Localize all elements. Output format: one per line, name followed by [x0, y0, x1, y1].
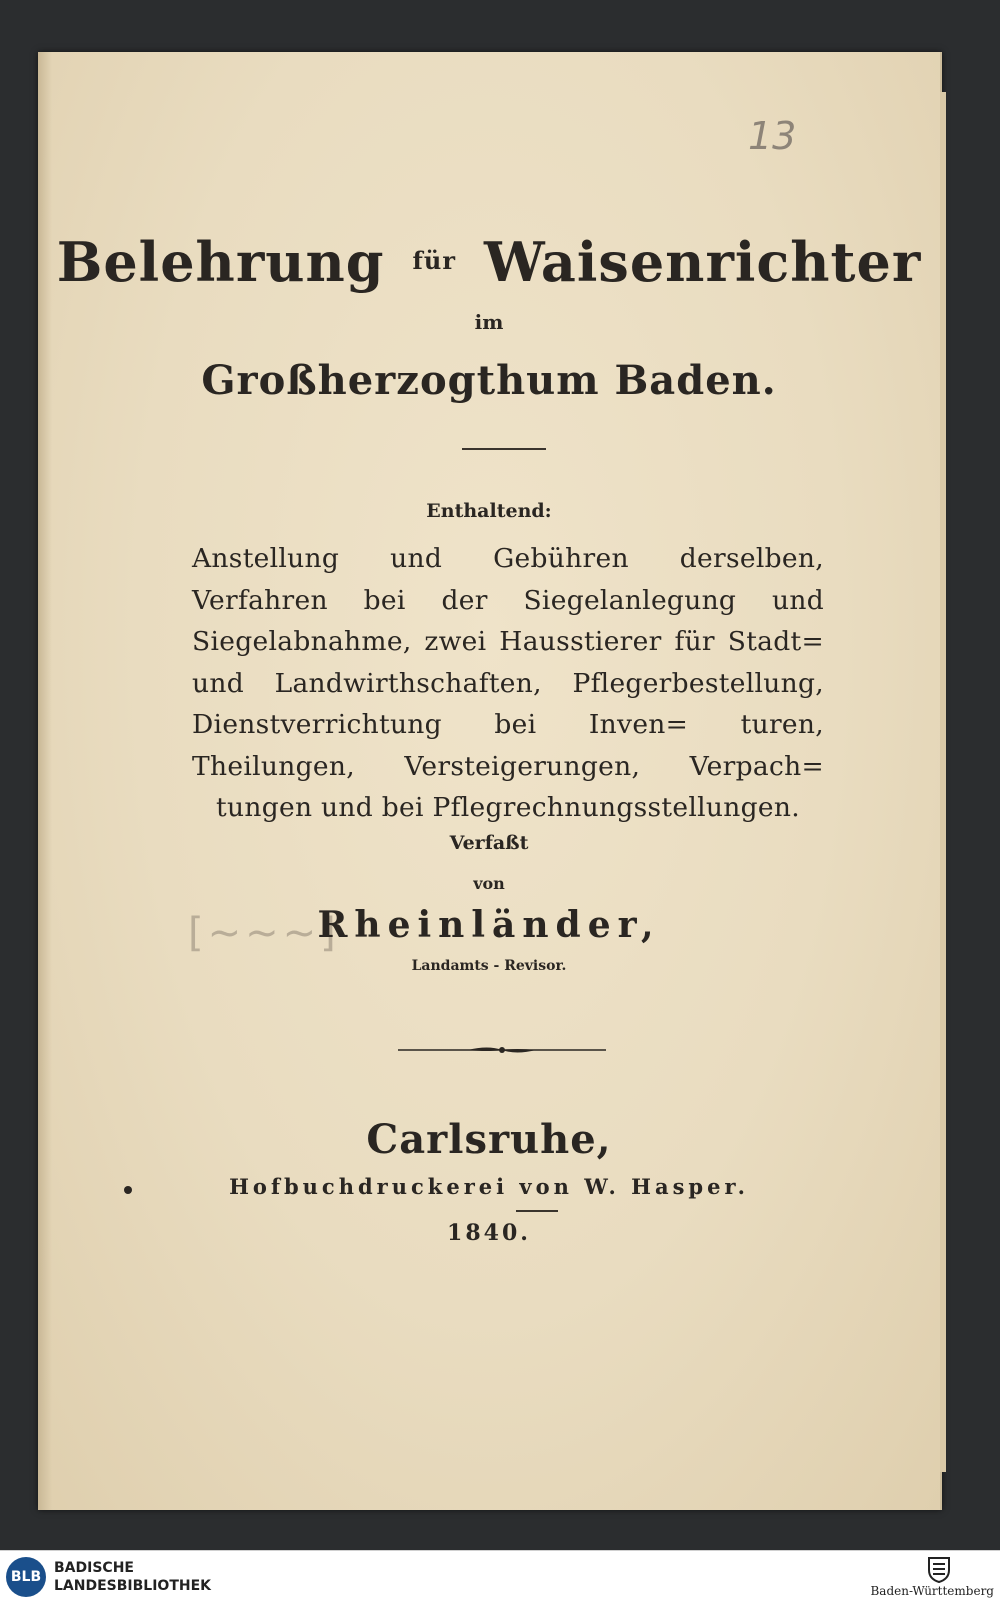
- title-word-1: Belehrung: [56, 230, 385, 294]
- title-word-small: für: [412, 246, 456, 275]
- authored-label: Verfaßt: [449, 832, 529, 854]
- library-name-line1: BADISCHE: [54, 1560, 134, 1576]
- title-page: [38, 52, 942, 1510]
- library-name[interactable]: [54, 1559, 211, 1595]
- imprint-city: Carlsruhe,: [366, 1116, 612, 1163]
- library-name-line2: LANDESBIBLIOTHEK: [54, 1578, 212, 1594]
- viewer-footer: [0, 1550, 1000, 1603]
- author-title: Landamts - Revisor.: [411, 958, 567, 974]
- handwritten-shelfmark: 13: [748, 114, 797, 158]
- title-im: im: [474, 310, 504, 334]
- imprint-printer: Hofbuchdruckerei von W. Hasper.: [229, 1174, 749, 1199]
- short-rule: [516, 1210, 558, 1212]
- divider-rule: [462, 448, 546, 450]
- main-title: [38, 230, 940, 294]
- faded-stamp: [~~~]: [188, 910, 340, 956]
- subtitle: Großherzogthum Baden.: [201, 357, 777, 404]
- blb-logo-icon[interactable]: BLB: [6, 1557, 46, 1597]
- contents-text: Anstellung und Gebühren derselben, Verfahren bei der Siegelanlegung und Siegelabnahme, zwei Hausstierer für Stadt= und Landwirthschaften, Pflegerbestellung, Dienstverrichtung bei Inven= turen, Theilungen, Versteigerungen, Verpach= tungen und bei Pflegrechnungsstellungen.: [192, 543, 824, 823]
- by-label: von: [473, 874, 505, 893]
- ink-dot: [124, 1186, 132, 1194]
- imprint-year: 1840.: [447, 1220, 531, 1246]
- crest-icon: [926, 1555, 952, 1583]
- author-name: Rheinländer,: [317, 904, 661, 946]
- title-word-2: Waisenrichter: [483, 230, 922, 294]
- contents-heading: Enthaltend:: [426, 500, 552, 522]
- ornament-rule: [398, 1042, 606, 1058]
- state-name: Baden-Württemberg: [870, 1584, 994, 1598]
